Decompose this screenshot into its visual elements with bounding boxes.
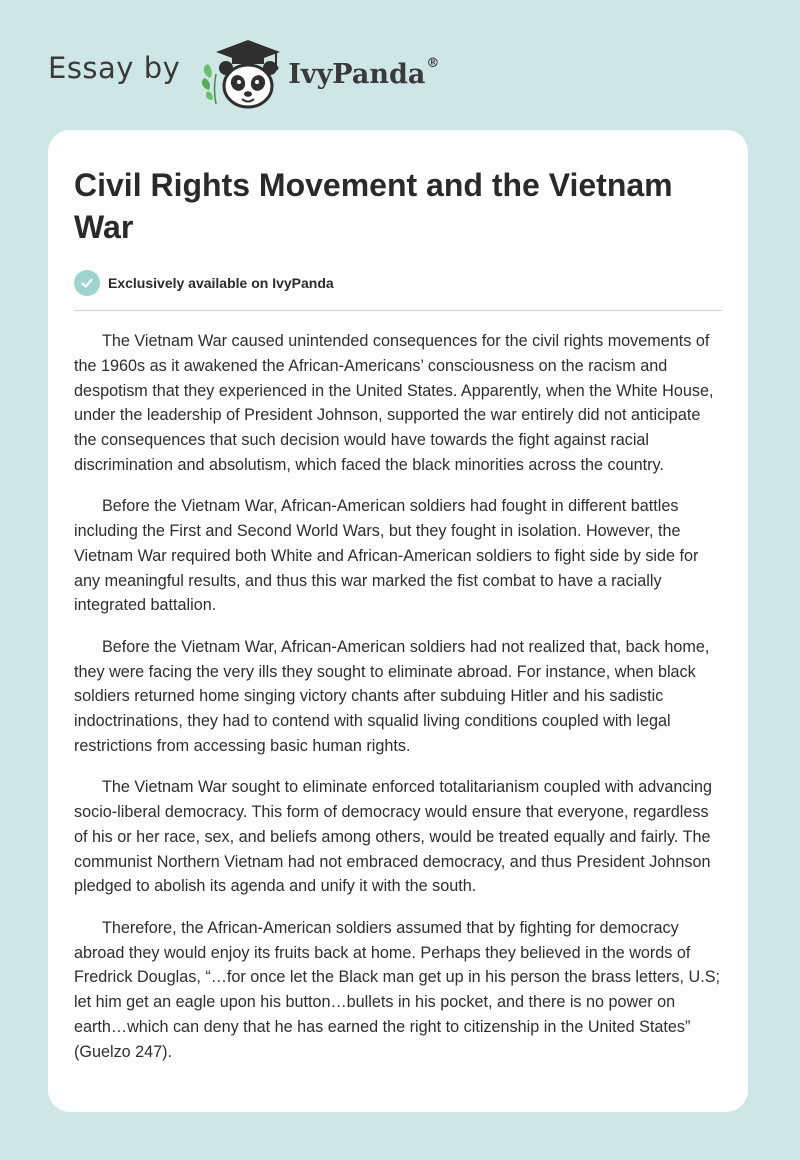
paragraph-4: The Vietnam War sought to eliminate enforced totalitarianism coupled with advancing socio-liberal democracy. This form of democracy would ensure that everyone, regardless of his or her race, sex, and beliefs among others, would be treated equally and fairly. The communist Northern Vietnam had not embraced democracy, and thus President Johnson pledged to abolish its agenda and unify it with the south. — [74, 778, 713, 896]
paragraph-2: Before the Vietnam War, African-American soldiers had fought in different battles including the First and Second World Wars, but they fought in isolation. However, the Vietnam War required both White and African-American soldiers to fight side by side for any meaningful results, and thus this war marked the fist combat to have a racially integrated battalion. — [74, 497, 699, 615]
checkmark-glyph-icon — [80, 276, 94, 290]
registered-mark: ® — [426, 55, 440, 71]
divider — [74, 310, 722, 311]
paragraph-3: Before the Vietnam War, African-American soldiers had not realized that, back home, they were facing the very ills they sought to eliminate abroad. For instance, when black soldiers returned home singing victory chants after subduing Hitler and his sadistic indoctrinations, they had to contend with squalid living conditions coupled with legal restrictions from accessing basic human rights. — [74, 637, 710, 755]
exclusive-badge — [74, 270, 722, 296]
essay-card — [48, 130, 748, 1112]
brand-text: IvyPanda — [288, 58, 426, 90]
check-circle-icon — [74, 270, 100, 296]
panda-graduate-logo-icon — [196, 34, 284, 110]
badge-label: Exclusively available on IvyPanda — [108, 275, 334, 291]
essay-title: Civil Rights Movement and the Vietnam War — [74, 167, 673, 245]
paragraph-1: The Vietnam War caused unintended consequences for the civil rights movements of the 1960s as it awakened the African-Americans’ consciousness on the racism and despotism that they experienced in the United States. Apparently, when the White House, under the leadership of President Johnson, supported the war entirely did not anticipate the consequences that such decision would have towards the fight against racial discrimination and absolutism, which faced the black minorities across the country. — [74, 332, 714, 474]
ivypanda-logo[interactable] — [196, 34, 439, 110]
paragraph-5: Therefore, the African-American soldiers assumed that by fighting for democracy abroad they would enjoy its fruits back at home. Perhaps they believed in the words of Fredrick Douglas, “…for once let the Black man get up in his person the brass letters, U.S; let him get an eagle upon his button…bullets in his pocket, and there is no power on earth…which can deny that he has earned the right to citizenship in the United States” (Guelzo 247). — [74, 918, 720, 1061]
essay-by-label: Essay by — [48, 51, 181, 85]
site-header — [48, 36, 439, 108]
brand-name — [288, 55, 440, 90]
